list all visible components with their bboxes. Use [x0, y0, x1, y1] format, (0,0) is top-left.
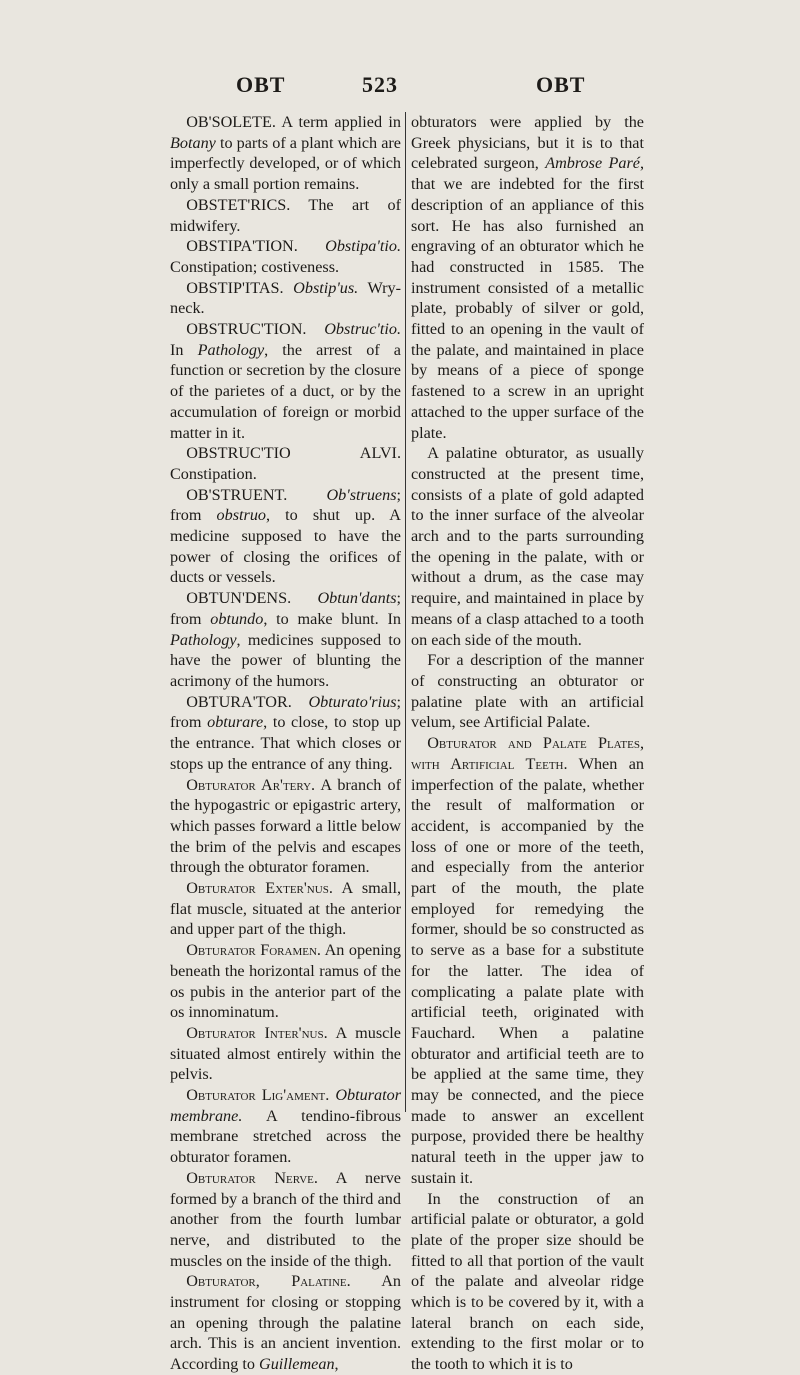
entry-definition: A muscle situated almost entirely within the pelvis.	[170, 1023, 401, 1084]
left-column-entry	[170, 1085, 401, 1168]
entry-definition: A small, flat muscle, situated at the anterior and upper part of the thigh.	[170, 879, 401, 939]
left-column-entry	[170, 443, 401, 484]
entry-definition: Obtun'dants; from obtundo, to make blunt. In Pathology, medicines supposed to have the power of blunting the acrimony of the humors.	[170, 589, 402, 690]
left-column-entry	[170, 278, 401, 319]
entry-headword: Obturator Foramen.	[186, 941, 321, 960]
right-column-entry	[411, 443, 644, 650]
left-column-entry	[170, 195, 401, 236]
entry-definition: obturators were applied by the Greek physicians, but it is to that celebrated surgeon, Ambrose Paré, that we are indebted for the first description of an appliance of this sort. He has also furnished an engraving of an obturator which he had constructed in 1585. The instrument consisted of a metallic plate, probably of silver or gold, fitted to an opening in the vault of the palate, and maintained in place by means of a piece of sponge fastened to a screw in an upright attached to the upper surface of the plate.	[411, 113, 644, 442]
left-column-entry	[170, 588, 401, 692]
running-header	[0, 72, 800, 102]
entry-headword: Obturator Inter'nus.	[186, 1023, 328, 1042]
entry-definition: Ob'struens; from obstruo, to shut up. A medicine supposed to have the power of closing the orifices of ducts or vessels.	[170, 485, 401, 587]
left-column-entry	[170, 940, 401, 1023]
right-column-entry	[411, 112, 644, 443]
entry-headword: Obturator Ar'tery.	[186, 775, 316, 794]
entry-headword: OBSTIP'ITAS.	[186, 278, 284, 297]
entry-definition: A nerve formed by a branch of the third and another from the fourth lumbar nerve, and distributed to the muscles on the inside of the thigh.	[170, 1168, 401, 1270]
left-column-entry	[170, 1023, 401, 1085]
page-number: 523	[362, 72, 398, 97]
entry-definition: In the construction of an artificial palate or obturator, a gold plate of the proper size should be fitted to all that portion of the vault of the palate and alveolar ridge which is to be covered by it, with a lateral branch on each side, extending to the first molar or to the tooth to which it is to	[411, 1189, 644, 1374]
header-right-guideword: OBT	[536, 72, 586, 97]
left-column-entry	[170, 775, 401, 879]
right-column-entry	[411, 733, 644, 1188]
entry-definition: The art of midwifery.	[170, 195, 401, 235]
left-column-entry	[170, 1271, 401, 1375]
left-column-entry	[170, 878, 401, 940]
entry-headword: Obturator Nerve.	[186, 1168, 318, 1187]
header-left-guideword: OBT	[236, 72, 286, 97]
entry-definition: Obstruc'tio. In Pathology, the arrest of a function or secretion by the closure of the parietes of a duct, or by the accumulation of foreign or morbid matter in it.	[170, 320, 401, 442]
entry-definition: Constipation.	[170, 464, 257, 483]
right-column-entry	[411, 650, 644, 733]
entry-definition: When an imperfection of the palate, whether the result of malformation or accident, is accompanied by the loss of one or more of the teeth, and especially from the anterior part of the mouth, the plate employed for remedying the former, should be so constructed as to serve as a base for a substitute for the latter. The idea of complicating a palate plate with artificial teeth, originated with Fauchard. When a palatine obturator and artificial teeth are to be applied at the same time, they may be connected, and the piece made to answer an excellent purpose, provided there be healthy natural teeth in the upper jaw to sustain it.	[411, 754, 644, 1187]
entry-definition: A palatine obturator, as usually constructed at the present time, consists of a plate of gold adapted to the inner surface of the alveolar arch and to the parts surrounding the opening in the palate, with or without a drum, as the case may require, and maintained in place by means of a clasp attached to a tooth on each side of the mouth.	[411, 444, 644, 649]
left-column-entry	[170, 112, 401, 195]
entry-headword: OBSTRUC'TIO ALVI.	[186, 444, 401, 463]
entry-definition: Obstipa'tio. Constipation; costiveness.	[170, 237, 401, 276]
right-column	[411, 112, 644, 1375]
left-column-entry	[170, 1168, 401, 1272]
entry-headword: OBSTET'RICS.	[186, 195, 291, 214]
entry-headword: Obturator, Palatine.	[186, 1272, 351, 1291]
entry-definition: A branch of the hypogastric or epigastric artery, which passes forward a little below the brim of the pelvis and escapes through the obturator foramen.	[170, 775, 401, 877]
entry-headword: Obturator Exter'nus.	[186, 879, 333, 898]
entry-definition: For a description of the manner of constructing an obturator or palatine plate with an artificial velum, see Artificial Palate.	[411, 651, 644, 732]
left-column-entry	[170, 236, 401, 277]
entry-headword: OBTUN'DENS.	[186, 589, 292, 608]
entry-headword: Obturator Lig'ament.	[186, 1086, 330, 1105]
left-column-entry	[170, 319, 401, 443]
left-column-entry	[170, 692, 401, 775]
left-column-entry	[170, 485, 401, 589]
entry-headword: OBSTIPA'TION.	[186, 237, 298, 256]
right-column-entry	[411, 1189, 644, 1375]
entry-definition: An instrument for closing or stopping an opening through the palatine arch. This is an ancient invention. According to Guillemean,	[170, 1272, 401, 1374]
entry-definition: Obturato'rius; from obturare, to close, to stop up the entrance. That which closes or stops up the entrance of any thing.	[170, 692, 401, 773]
entry-headword: OBTURA'TOR.	[186, 692, 292, 711]
entry-definition: Obstip'us. Wry-neck.	[170, 278, 401, 318]
entry-headword: OBSTRUC'TION.	[186, 320, 307, 339]
entry-headword: OB'STRUENT.	[186, 485, 288, 504]
entry-definition: An opening beneath the horizontal ramus of the os pubis in the anterior part of the os innominatum.	[170, 941, 401, 1022]
entry-headword: Obturator and Palate Plates, with Artificial Teeth.	[411, 734, 644, 773]
left-column	[170, 112, 401, 1375]
column-divider	[405, 112, 406, 1112]
entry-definition: A term applied in Botany to parts of a plant which are imperfectly developed, or of which only a small portion remains.	[170, 113, 401, 194]
entry-definition: Obturator membrane. A tendino-fibrous membrane stretched across the obturator foramen.	[170, 1086, 402, 1167]
entry-headword: OB'SOLETE.	[186, 113, 276, 131]
